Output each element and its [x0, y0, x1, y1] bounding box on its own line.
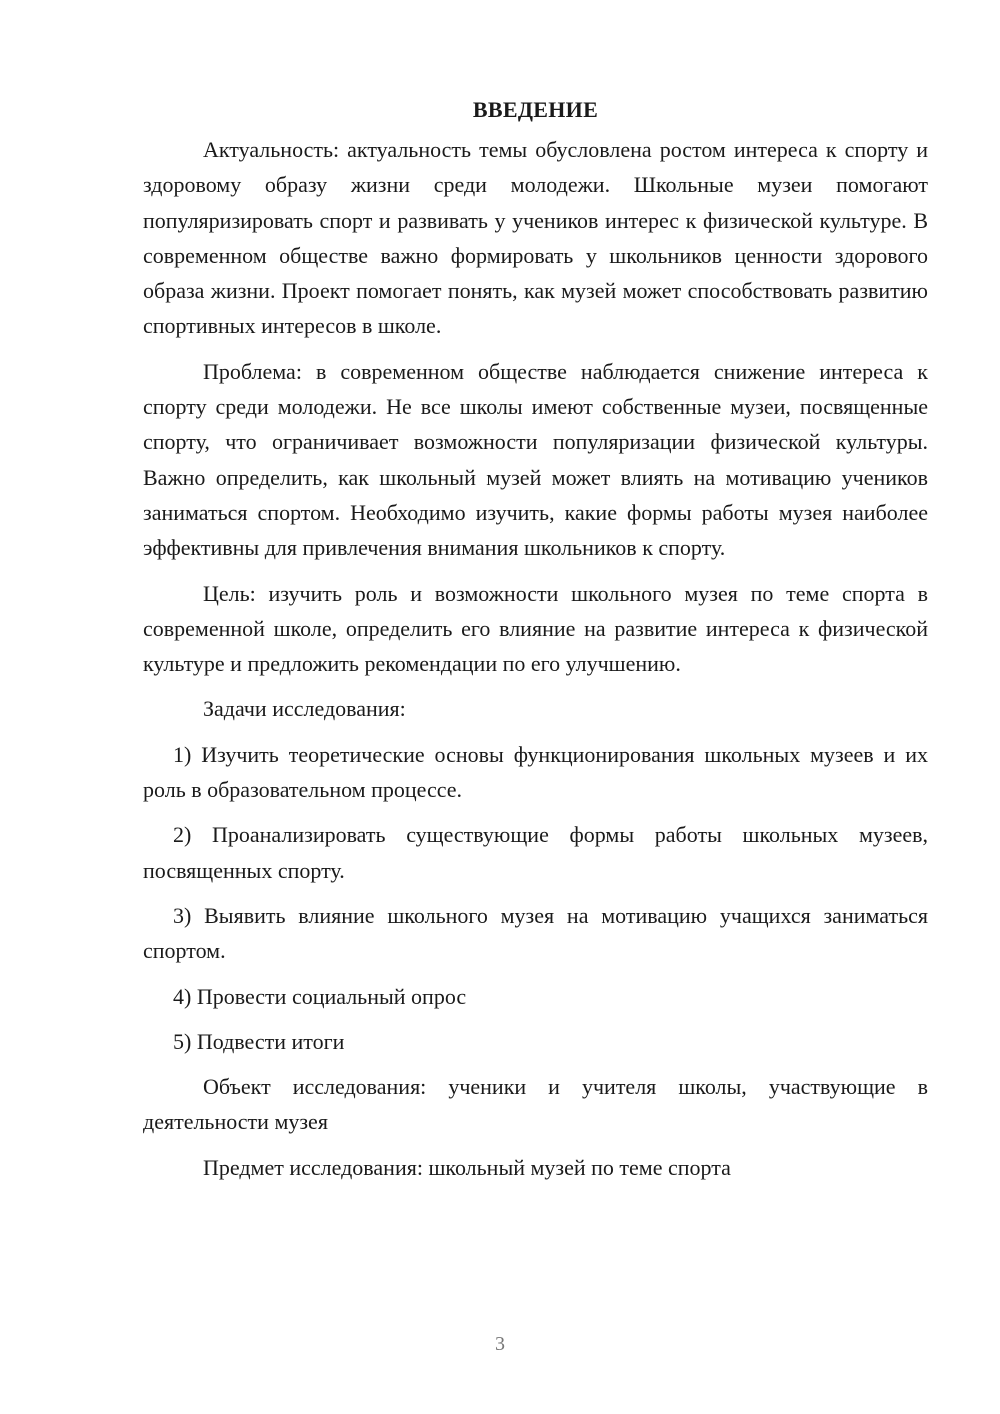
task-item: 5) Подвести итоги — [173, 1028, 345, 1054]
task-item: 4) Провести социальный опрос — [173, 983, 467, 1009]
page-number: 3 — [495, 1333, 505, 1355]
goal-paragraph: Цель: изучить роль и возможности школьного музея по теме спорта в современной школе, определить его влияние на развитие интереса к физической культуре и предложить рекомендации по его улучшению. — [143, 580, 928, 677]
page-content — [143, 92, 928, 1195]
task-item: 1) Изучить теоретические основы функционирования школьных музеев и их роль в образовательном процессе. — [143, 741, 928, 803]
object-paragraph: Объект исследования: ученики и учителя школы, участвующие в деятельности музея — [143, 1074, 928, 1135]
tasks-heading: Задачи исследования: — [203, 696, 406, 722]
relevance-paragraph: Актуальность: актуальность темы обусловлена ростом интереса к спорту и здоровому образу жизни среди молодежи. Школьные музеи помогают популяризировать спорт и развивать у учеников интерес к физической культуре. В современном обществе важно формировать у школьников ценности здорового образа жизни. Проект помогает понять, как музей может способствовать развитию спортивных интересов в школе. — [143, 137, 928, 339]
problem-paragraph: Проблема: в современном обществе наблюдается снижение интереса к спорту среди молодежи. Не все школы имеют собственные музеи, посвященные спорту, что ограничивает возможности популяризации физической культуры. Важно определить, как школьный музей может влиять на мотивацию учеников заниматься спортом. Необходимо изучить, какие формы работы музея наиболее эффективны для привлечения внимания школьников к спорту. — [143, 358, 928, 561]
section-title: ВВЕДЕНИЕ — [472, 97, 599, 122]
task-item: 3) Выявить влияние школьного музея на мотивацию учащихся заниматься спортом. — [143, 902, 928, 964]
task-item: 2) Проанализировать существующие формы работы школьных музеев, посвященных спорту. — [143, 822, 928, 883]
subject-paragraph: Предмет исследования: школьный музей по теме спорта — [203, 1154, 731, 1180]
